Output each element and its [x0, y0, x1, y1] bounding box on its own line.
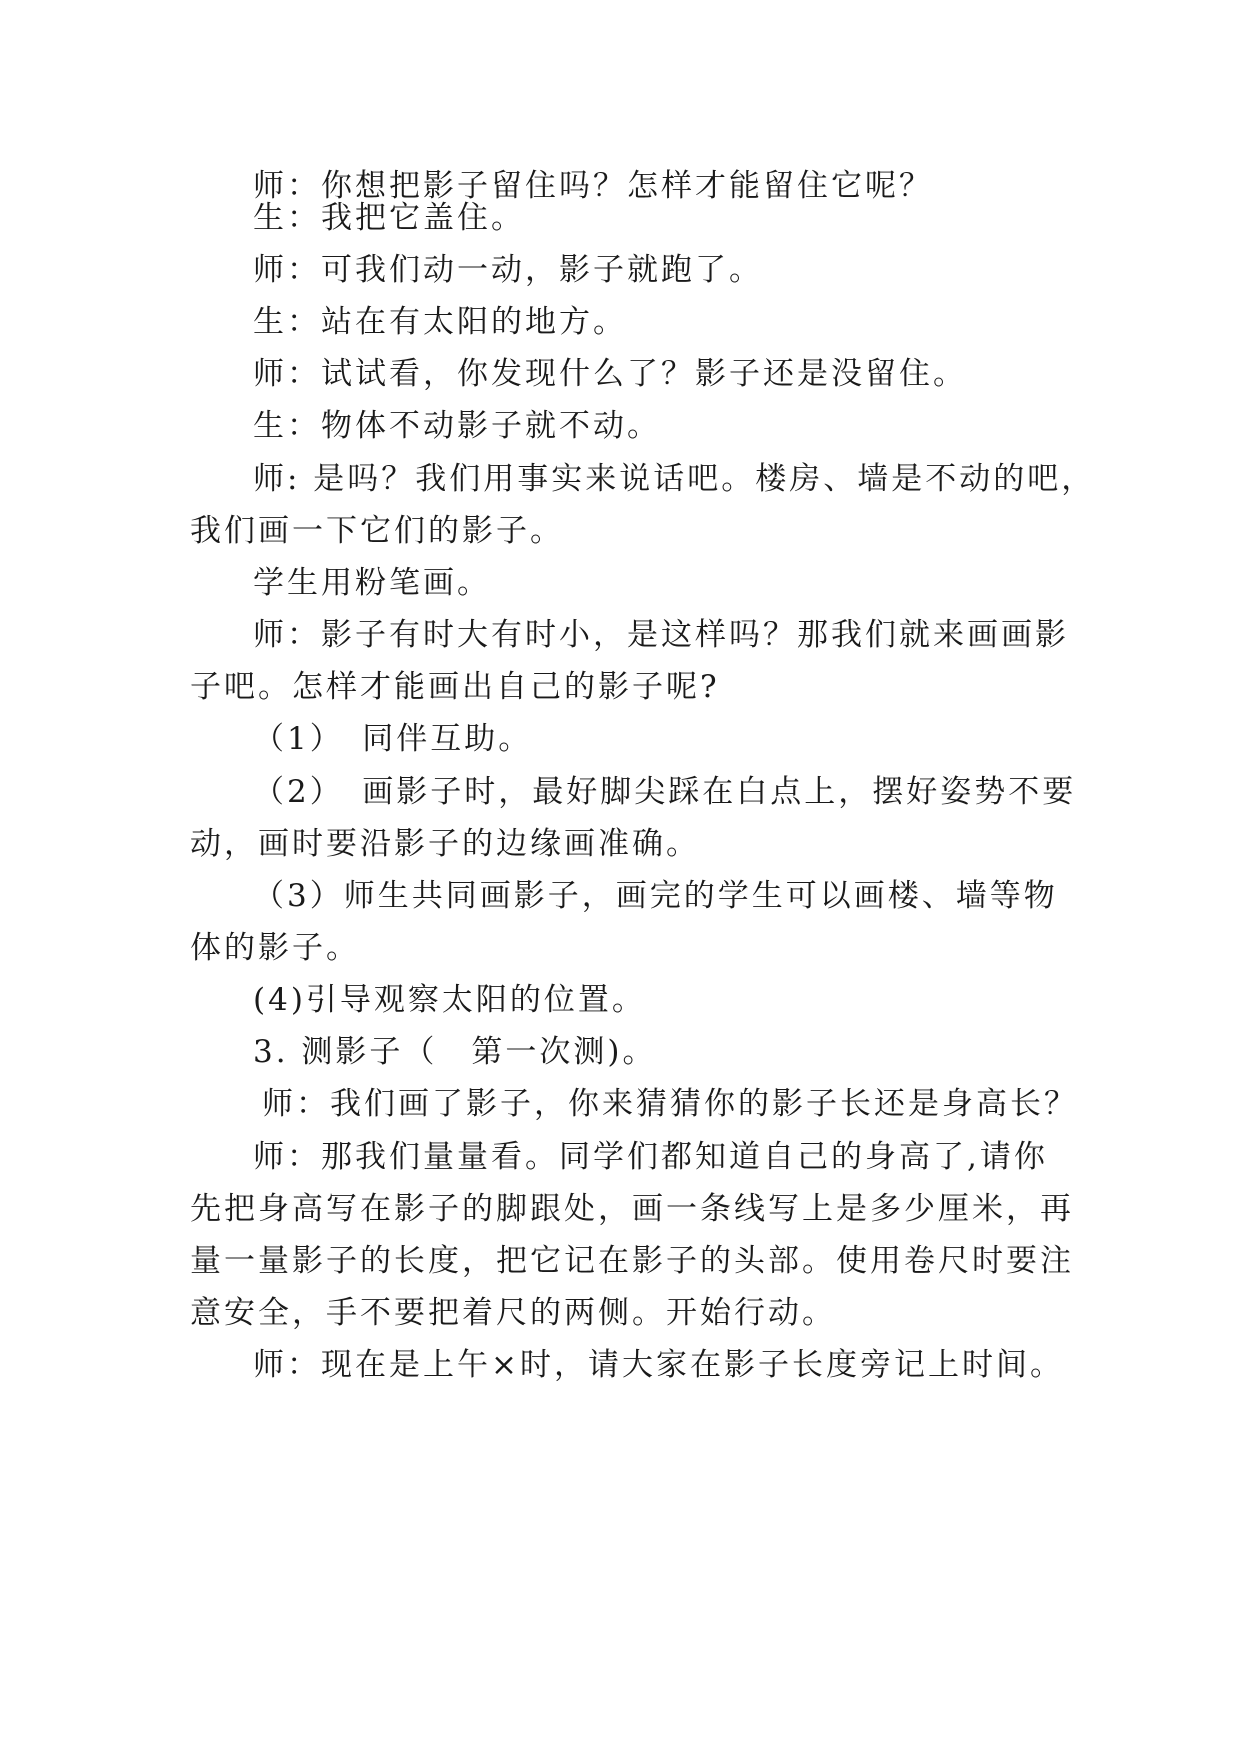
list-item: （3）师生共同画影子，画完的学生可以画楼、墙等物 — [253, 878, 1058, 914]
dialogue-line-continuation: 子吧。怎样才能画出自己的影子呢? — [190, 669, 720, 705]
dialogue-line: 生：站在有太阳的地方。 — [253, 304, 627, 340]
dialogue-line-continuation: 意安全，手不要把着尺的两侧。开始行动。 — [190, 1295, 836, 1331]
dialogue-line: 师: 是吗？我们用事实来说话吧。楼房、墙是不动的吧， — [253, 461, 1096, 497]
dialogue-line: 师：那我们量量看。同学们都知道自己的身高了,请你 — [253, 1139, 1048, 1175]
dialogue-line: 师：可我们动一动，影子就跑了。 — [253, 252, 763, 288]
list-item: （2） 画影子时，最好脚尖踩在白点上，摆好姿势不要 — [253, 774, 1077, 810]
dialogue-line: 生：我把它盖住。 — [253, 200, 525, 236]
dialogue-line: 师：你想把影子留住吗？怎样才能留住它呢？ — [253, 168, 933, 204]
dialogue-line: 师：现在是上午×时，请大家在影子长度旁记上时间。 — [253, 1347, 1064, 1383]
dialogue-line: 师：试试看，你发现什么了？影子还是没留住。 — [253, 356, 967, 392]
list-item-continuation: 体的影子。 — [190, 930, 360, 966]
dialogue-line: 生：物体不动影子就不动。 — [253, 408, 661, 444]
dialogue-line-continuation: 量一量影子的长度，把它记在影子的头部。使用卷尺时要注 — [190, 1243, 1074, 1279]
list-item-continuation: 动，画时要沿影子的边缘画准确。 — [190, 826, 700, 862]
dialogue-line: 师：我们画了影子，你来猜猜你的影子长还是身高长？ — [262, 1086, 1078, 1122]
dialogue-line: 师：影子有时大有时小，是这样吗？那我们就来画画影 — [253, 617, 1069, 653]
section-heading: 3. 测影子（ 第一次测)。 — [253, 1034, 657, 1070]
dialogue-line-continuation: 先把身高写在影子的脚跟处，画一条线写上是多少厘米，再 — [190, 1191, 1074, 1227]
dialogue-line-continuation: 我们画一下它们的影子。 — [190, 513, 564, 549]
narration-line: 学生用粉笔画。 — [253, 565, 491, 601]
list-item: （1） 同伴互助。 — [253, 721, 533, 757]
list-item: (4)引导观察太阳的位置。 — [253, 982, 646, 1018]
